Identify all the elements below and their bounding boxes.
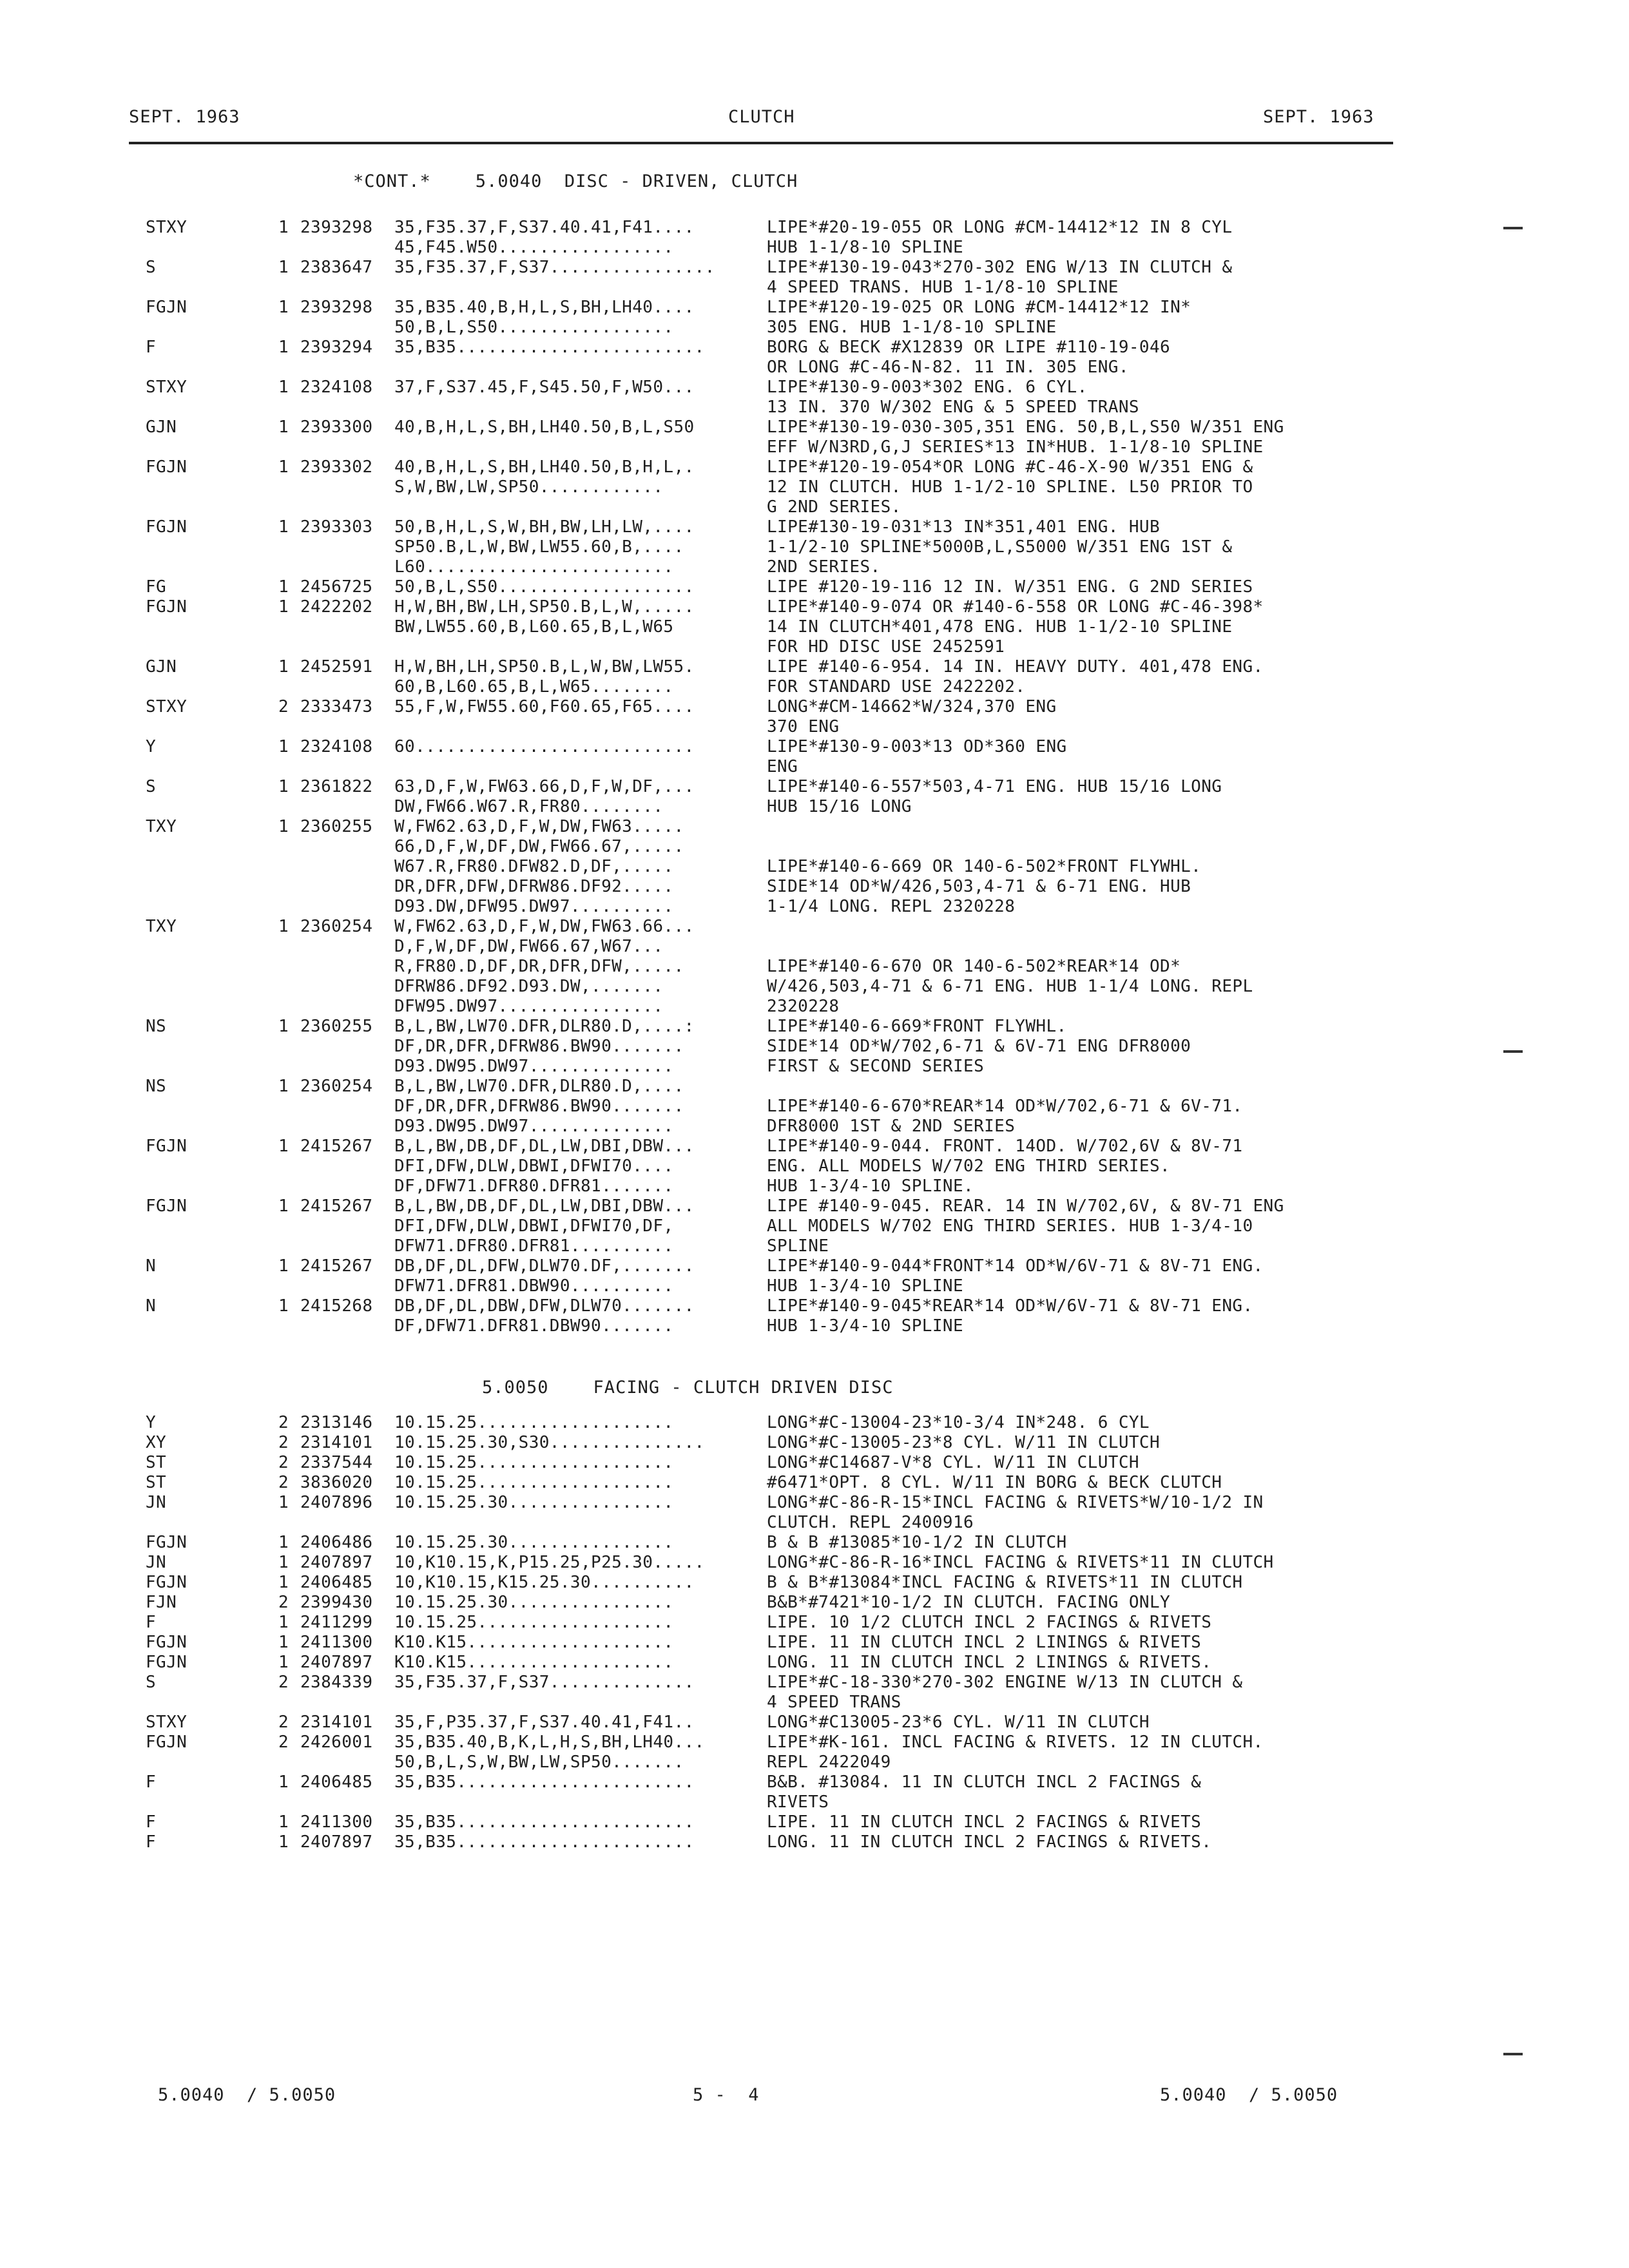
application-line: 60,B,L60.65,B,L,W65........ (394, 677, 674, 697)
quantity: 1 (278, 1256, 289, 1276)
description-line: LONG. 11 IN CLUTCH INCL 2 FACINGS & RIVETS. (767, 1832, 1212, 1852)
description-line: LIPE. 11 IN CLUTCH INCL 2 LININGS & RIVETS (767, 1633, 1202, 1652)
part-number: 2393294 (300, 338, 373, 357)
part-number: 2422202 (300, 597, 373, 617)
application-line: DF,DR,DFR,DFRW86.BW90....... (394, 1097, 684, 1116)
quantity: 1 (278, 418, 289, 437)
description-line: 14 IN CLUTCH*401,478 ENG. HUB 1-1/2-10 SPLINE (767, 617, 1233, 637)
part-number: 2384339 (300, 1673, 373, 1692)
description-line: B&B*#7421*10-1/2 IN CLUTCH. FACING ONLY (767, 1593, 1171, 1612)
description-line: LIPE #140-6-954. 14 IN. HEAVY DUTY. 401,478 ENG. (767, 657, 1264, 677)
description-line: 1-1/4 LONG. REPL 2320228 (767, 897, 1016, 916)
part-number: 2360255 (300, 1017, 373, 1036)
vehicle-code: FGJN (146, 597, 188, 617)
quantity: 2 (278, 1473, 289, 1492)
part-number: 2337544 (300, 1453, 373, 1472)
application-line: D,F,W,DF,DW,FW66.67,W67... (394, 937, 664, 956)
part-number: 2406485 (300, 1573, 373, 1592)
part-number: 2393300 (300, 418, 373, 437)
description-line: HUB 1-3/4-10 SPLINE. (767, 1177, 974, 1196)
vehicle-code: STXY (146, 378, 188, 397)
description-line: LIPE*#20-19-055 OR LONG #CM-14412*12 IN 8 CYL (767, 218, 1233, 237)
quantity: 2 (278, 1453, 289, 1472)
application-line: 50,B,L,S50................. (394, 318, 674, 337)
description-line: EFF W/N3RD,G,J SERIES*13 IN*HUB. 1-1/8-10 SPLINE (767, 437, 1264, 457)
application-line: B,L,BW,DB,DF,DL,LW,DBI,DBW... (394, 1196, 695, 1216)
part-number: 2411300 (300, 1633, 373, 1652)
vehicle-code: GJN (146, 418, 177, 437)
application-line: 60........................... (394, 737, 695, 756)
quantity: 2 (278, 1413, 289, 1432)
vehicle-code: ST (146, 1473, 167, 1492)
quantity: 1 (278, 218, 289, 237)
quantity: 1 (278, 1633, 289, 1652)
quantity: 1 (278, 1832, 289, 1852)
description-line: G 2ND SERIES. (767, 497, 901, 517)
part-number: 2360254 (300, 917, 373, 936)
part-number: 2393302 (300, 457, 373, 477)
part-number: 2314101 (300, 1713, 373, 1732)
application-line: DB,DF,DL,DFW,DLW70.DF,....... (394, 1256, 695, 1276)
application-line: 50,B,H,L,S,W,BH,BW,LH,LW,.... (394, 517, 695, 537)
application-line: 10.15.25................... (394, 1473, 674, 1492)
application-line: W67.R,FR80.DFW82.D,DF,..... (394, 857, 674, 876)
description-line: #6471*OPT. 8 CYL. W/11 IN BORG & BECK CLUTCH (767, 1473, 1222, 1492)
vehicle-code: N (146, 1256, 157, 1276)
description-line: DFR8000 1ST & 2ND SERIES (767, 1117, 1016, 1136)
header-date-right: SEPT. 1963 (1263, 107, 1374, 127)
quantity: 2 (278, 1733, 289, 1752)
description-line: LIPE*#140-9-044. FRONT. 14OD. W/702,6V & 8V-71 (767, 1137, 1243, 1156)
description-line: SIDE*14 OD*W/426,503,4-71 & 6-71 ENG. HUB (767, 877, 1191, 896)
description-line: 13 IN. 370 W/302 ENG & 5 SPEED TRANS (767, 398, 1139, 417)
part-number: 2406485 (300, 1773, 373, 1792)
part-number: 2393298 (300, 298, 373, 317)
margin-mark (1503, 227, 1523, 229)
application-line: 50,B,L,S,W,BW,LW,SP50....... (394, 1753, 684, 1772)
application-line: D93.DW95.DW97.............. (394, 1117, 674, 1136)
quantity: 1 (278, 1077, 289, 1096)
part-number: 2415268 (300, 1296, 373, 1316)
vehicle-code: S (146, 258, 157, 277)
application-line: DFRW86.DF92.D93.DW,....... (394, 977, 664, 996)
description-line: FOR HD DISC USE 2452591 (767, 637, 1005, 657)
description-line: LIPE*#130-9-003*302 ENG. 6 CYL. (767, 378, 1088, 397)
vehicle-code: JN (146, 1553, 167, 1572)
vehicle-code: FGJN (146, 298, 188, 317)
application-line: DFI,DFW,DLW,DBWI,DFWI70,DF, (394, 1216, 674, 1236)
header-title: CLUTCH (728, 107, 795, 127)
description-line: HUB 15/16 LONG (767, 797, 912, 816)
vehicle-code: N (146, 1296, 157, 1316)
vehicle-code: FGJN (146, 1533, 188, 1552)
application-line: 10.15.25.30................ (394, 1533, 674, 1552)
application-line: 45,F45.W50................. (394, 238, 674, 257)
description-line: 12 IN CLUTCH. HUB 1-1/2-10 SPLINE. L50 PRIOR TO (767, 477, 1253, 497)
part-number: 2415267 (300, 1256, 373, 1276)
application-line: SP50.B,L,W,BW,LW55.60,B,.... (394, 537, 684, 557)
vehicle-code: TXY (146, 817, 177, 836)
quantity: 1 (278, 378, 289, 397)
description-line: LONG*#C-86-R-16*INCL FACING & RIVETS*11 IN CLUTCH (767, 1553, 1274, 1572)
vehicle-code: ST (146, 1453, 167, 1472)
description-line: RIVETS (767, 1792, 829, 1812)
description-line: B & B*#13084*INCL FACING & RIVETS*11 IN CLUTCH (767, 1573, 1243, 1592)
application-line: 40,B,H,L,S,BH,LH40.50,B,L,S50 (394, 418, 695, 437)
description-line: ENG. ALL MODELS W/702 ENG THIRD SERIES. (767, 1157, 1171, 1176)
application-line: B,L,BW,DB,DF,DL,LW,DBI,DBW... (394, 1137, 695, 1156)
application-line: H,W,BH,BW,LH,SP50.B,L,W,..... (394, 597, 695, 617)
vehicle-code: FGJN (146, 457, 188, 477)
section-title-facing: 5.0050 FACING - CLUTCH DRIVEN DISC (482, 1378, 894, 1398)
description-line: LIPE*#140-9-044*FRONT*14 OD*W/6V-71 & 8V-71 ENG. (767, 1256, 1264, 1276)
description-line: LIPE*#140-6-670*REAR*14 OD*W/702,6-71 & 6V-71. (767, 1097, 1243, 1116)
part-number: 2452591 (300, 657, 373, 677)
description-line: HUB 1-1/8-10 SPLINE (767, 238, 964, 257)
description-line: W/426,503,4-71 & 6-71 ENG. HUB 1-1/4 LONG. REPL (767, 977, 1253, 996)
description-line: LIPE#130-19-031*13 IN*351,401 ENG. HUB (767, 517, 1161, 537)
vehicle-code: JN (146, 1493, 167, 1512)
quantity: 1 (278, 457, 289, 477)
quantity: 1 (278, 517, 289, 537)
vehicle-code: F (146, 1613, 157, 1632)
quantity: 1 (278, 817, 289, 836)
application-line: 10.15.25................... (394, 1613, 674, 1632)
application-line: 10.15.25.30................ (394, 1593, 674, 1612)
margin-mark (1503, 1050, 1523, 1053)
description-line: LIPE*#140-6-670 OR 140-6-502*REAR*14 OD* (767, 957, 1181, 976)
footer-section-right: 5.0040 / 5.0050 (1160, 2085, 1338, 2105)
description-line: ALL MODELS W/702 ENG THIRD SERIES. HUB 1-3/4-10 (767, 1216, 1253, 1236)
part-number: 2383647 (300, 258, 373, 277)
quantity: 1 (278, 1137, 289, 1156)
vehicle-code: STXY (146, 1713, 188, 1732)
description-line: FOR STANDARD USE 2422202. (767, 677, 1026, 697)
application-line: K10.K15.................... (394, 1633, 674, 1652)
part-number: 2407897 (300, 1832, 373, 1852)
application-line: DB,DF,DL,DBW,DFW,DLW70....... (394, 1296, 695, 1316)
part-number: 2411299 (300, 1613, 373, 1632)
application-line: DFW71.DFR81.DBW90.......... (394, 1276, 674, 1296)
application-line: R,FR80.D,DF,DR,DFR,DFW,..... (394, 957, 684, 976)
application-line: 35,B35....................... (394, 1812, 695, 1832)
quantity: 2 (278, 1433, 289, 1452)
description-line: 4 SPEED TRANS. HUB 1-1/8-10 SPLINE (767, 278, 1119, 297)
vehicle-code: TXY (146, 917, 177, 936)
description-line: LIPE*#120-19-054*OR LONG #C-46-X-90 W/351 ENG & (767, 457, 1253, 477)
vehicle-code: FGJN (146, 517, 188, 537)
application-line: 10,K10.15,K,P15.25,P25.30..... (394, 1553, 705, 1572)
part-number: 2426001 (300, 1733, 373, 1752)
footer-page-number: 5 - 4 (693, 2085, 760, 2105)
application-line: 35,F,P35.37,F,S37.40.41,F41.. (394, 1713, 695, 1732)
description-line: LONG*#C-86-R-15*INCL FACING & RIVETS*W/10-1/2 IN (767, 1493, 1264, 1512)
vehicle-code: STXY (146, 697, 188, 716)
part-number: 2407896 (300, 1493, 373, 1512)
vehicle-code: STXY (146, 218, 188, 237)
quantity: 1 (278, 1017, 289, 1036)
header-date-left: SEPT. 1963 (129, 107, 240, 127)
vehicle-code: FGJN (146, 1196, 188, 1216)
application-line: W,FW62.63,D,F,W,DW,FW63.66... (394, 917, 695, 936)
description-line: CLUTCH. REPL 2400916 (767, 1513, 974, 1532)
vehicle-code: FGJN (146, 1633, 188, 1652)
description-line: B & B #13085*10-1/2 IN CLUTCH (767, 1533, 1067, 1552)
section-title-disc: *CONT.* 5.0040 DISC - DRIVEN, CLUTCH (353, 171, 798, 191)
description-line: LIPE*#K-161. INCL FACING & RIVETS. 12 IN CLUTCH. (767, 1733, 1264, 1752)
description-line: REPL 2422049 (767, 1753, 891, 1772)
description-line: LONG*#C14687-V*8 CYL. W/11 IN CLUTCH (767, 1453, 1139, 1472)
application-line: DFI,DFW,DLW,DBWI,DFWI70.... (394, 1157, 674, 1176)
part-number: 2456725 (300, 577, 373, 597)
quantity: 1 (278, 338, 289, 357)
description-line: SPLINE (767, 1236, 829, 1256)
quantity: 1 (278, 1573, 289, 1592)
description-line: LONG*#CM-14662*W/324,370 ENG (767, 697, 1057, 716)
vehicle-code: FGJN (146, 1653, 188, 1672)
application-line: 66,D,F,W,DF,DW,FW66.67,..... (394, 837, 684, 856)
description-line: LIPE*#120-19-025 OR LONG #CM-14412*12 IN* (767, 298, 1191, 317)
application-line: B,L,BW,LW70.DFR,DLR80.D,....: (394, 1017, 695, 1036)
application-line: K10.K15.................... (394, 1653, 674, 1672)
description-line: LIPE. 10 1/2 CLUTCH INCL 2 FACINGS & RIVETS (767, 1613, 1212, 1632)
vehicle-code: FJN (146, 1593, 177, 1612)
header-rule (129, 142, 1393, 144)
application-line: 10,K10.15,K15.25.30.......... (394, 1573, 695, 1592)
quantity: 1 (278, 1773, 289, 1792)
description-line: SIDE*14 OD*W/702,6-71 & 6V-71 ENG DFR8000 (767, 1037, 1191, 1056)
application-line: S,W,BW,LW,SP50............ (394, 477, 664, 497)
application-line: W,FW62.63,D,F,W,DW,FW63..... (394, 817, 684, 836)
quantity: 1 (278, 258, 289, 277)
quantity: 1 (278, 1653, 289, 1672)
application-line: D93.DW,DFW95.DW97.......... (394, 897, 674, 916)
vehicle-code: S (146, 777, 157, 796)
application-line: B,L,BW,LW70.DFR,DLR80.D,.... (394, 1077, 684, 1096)
part-number: 2393298 (300, 218, 373, 237)
description-line: LIPE*#140-9-074 OR #140-6-558 OR LONG #C-46-398* (767, 597, 1264, 617)
part-number: 2314101 (300, 1433, 373, 1452)
footer-section-left: 5.0040 / 5.0050 (158, 2085, 336, 2105)
application-line: L60........................ (394, 557, 674, 577)
application-line: DF,DR,DFR,DFRW86.BW90....... (394, 1037, 684, 1056)
description-line: LIPE*#140-9-045*REAR*14 OD*W/6V-71 & 8V-71 ENG. (767, 1296, 1253, 1316)
vehicle-code: FG (146, 577, 167, 597)
application-line: 10.15.25................... (394, 1453, 674, 1472)
description-line: 1-1/2-10 SPLINE*5000B,L,S5000 W/351 ENG 1ST & (767, 537, 1233, 557)
description-line: 305 ENG. HUB 1-1/8-10 SPLINE (767, 318, 1057, 337)
quantity: 1 (278, 577, 289, 597)
application-line: 40,B,H,L,S,BH,LH40.50,B,H,L,. (394, 457, 695, 477)
part-number: 2324108 (300, 378, 373, 397)
application-line: DR,DFR,DFW,DFRW86.DF92..... (394, 877, 674, 896)
application-line: D93.DW95.DW97.............. (394, 1057, 674, 1076)
description-line: LONG*#C13005-23*6 CYL. W/11 IN CLUTCH (767, 1713, 1150, 1732)
application-line: 35,B35.40,B,H,L,S,BH,LH40.... (394, 298, 695, 317)
quantity: 1 (278, 1533, 289, 1552)
part-number: 2411300 (300, 1812, 373, 1832)
part-number: 2360254 (300, 1077, 373, 1096)
application-line: 35,F35.37,F,S37.............. (394, 1673, 695, 1692)
quantity: 1 (278, 597, 289, 617)
quantity: 1 (278, 737, 289, 756)
description-line: LIPE*#140-6-669 OR 140-6-502*FRONT FLYWHL. (767, 857, 1202, 876)
description-line: 370 ENG (767, 717, 840, 736)
description-line: LIPE*#130-19-030-305,351 ENG. 50,B,L,S50 W/351 ENG (767, 418, 1284, 437)
quantity: 1 (278, 1553, 289, 1572)
description-line: FIRST & SECOND SERIES (767, 1057, 985, 1076)
quantity: 1 (278, 1296, 289, 1316)
application-line: 35,B35....................... (394, 1832, 695, 1852)
application-line: 10.15.25.30,S30............... (394, 1433, 705, 1452)
vehicle-code: GJN (146, 657, 177, 677)
part-number: 2407897 (300, 1653, 373, 1672)
description-line: LONG*#C-13004-23*10-3/4 IN*248. 6 CYL (767, 1413, 1150, 1432)
vehicle-code: S (146, 1673, 157, 1692)
description-line: OR LONG #C-46-N-82. 11 IN. 305 ENG. (767, 358, 1129, 377)
vehicle-code: FGJN (146, 1573, 188, 1592)
description-line: LONG. 11 IN CLUTCH INCL 2 LININGS & RIVETS. (767, 1653, 1212, 1672)
part-number: 2324108 (300, 737, 373, 756)
part-number: 2406486 (300, 1533, 373, 1552)
part-number: 3836020 (300, 1473, 373, 1492)
part-number: 2361822 (300, 777, 373, 796)
quantity: 2 (278, 1673, 289, 1692)
quantity: 1 (278, 1812, 289, 1832)
margin-mark (1503, 2053, 1523, 2055)
quantity: 1 (278, 917, 289, 936)
application-line: DF,DFW71.DFR81.DBW90....... (394, 1316, 674, 1336)
description-line: 4 SPEED TRANS (767, 1693, 901, 1712)
description-line: HUB 1-3/4-10 SPLINE (767, 1276, 964, 1296)
application-line: 35,B35........................ (394, 338, 705, 357)
quantity: 1 (278, 657, 289, 677)
description-line: ENG (767, 757, 798, 776)
description-line: LIPE #120-19-116 12 IN. W/351 ENG. G 2ND SERIES (767, 577, 1253, 597)
vehicle-code: F (146, 338, 157, 357)
application-line: 55,F,W,FW55.60,F60.65,F65.... (394, 697, 695, 716)
application-line: 35,F35.37,F,S37................ (394, 258, 715, 277)
quantity: 1 (278, 777, 289, 796)
vehicle-code: XY (146, 1433, 167, 1452)
quantity: 1 (278, 1196, 289, 1216)
description-line: LIPE*#140-6-557*503,4-71 ENG. HUB 15/16 LONG (767, 777, 1222, 796)
application-line: DW,FW66.W67.R,FR80........ (394, 797, 664, 816)
part-number: 2407897 (300, 1553, 373, 1572)
quantity: 2 (278, 697, 289, 716)
application-line: 10.15.25................... (394, 1413, 674, 1432)
part-number: 2415267 (300, 1196, 373, 1216)
vehicle-code: NS (146, 1077, 167, 1096)
vehicle-code: F (146, 1812, 157, 1832)
part-number: 2313146 (300, 1413, 373, 1432)
description-line: LIPE*#140-6-669*FRONT FLYWHL. (767, 1017, 1067, 1036)
application-line: 35,F35.37,F,S37.40.41,F41.... (394, 218, 695, 237)
application-line: 35,B35.40,B,K,L,H,S,BH,LH40... (394, 1733, 705, 1752)
description-line: BORG & BECK #X12839 OR LIPE #110-19-046 (767, 338, 1171, 357)
quantity: 1 (278, 298, 289, 317)
description-line: B&B. #13084. 11 IN CLUTCH INCL 2 FACINGS & (767, 1773, 1202, 1792)
description-line: LIPE*#130-19-043*270-302 ENG W/13 IN CLUTCH & (767, 258, 1233, 277)
application-line: 37,F,S37.45,F,S45.50,F,W50... (394, 378, 695, 397)
description-line: LIPE*#C-18-330*270-302 ENGINE W/13 IN CLUTCH & (767, 1673, 1243, 1692)
vehicle-code: NS (146, 1017, 167, 1036)
vehicle-code: FGJN (146, 1137, 188, 1156)
quantity: 1 (278, 1493, 289, 1512)
application-line: DF,DFW71.DFR80.DFR81....... (394, 1177, 674, 1196)
vehicle-code: F (146, 1832, 157, 1852)
application-line: DFW95.DW97................ (394, 997, 664, 1016)
vehicle-code: Y (146, 737, 157, 756)
part-number: 2399430 (300, 1593, 373, 1612)
part-number: 2360255 (300, 817, 373, 836)
description-line: HUB 1-3/4-10 SPLINE (767, 1316, 964, 1336)
vehicle-code: Y (146, 1413, 157, 1432)
description-line: LIPE #140-9-045. REAR. 14 IN W/702,6V, & 8V-71 ENG (767, 1196, 1284, 1216)
vehicle-code: F (146, 1773, 157, 1792)
application-line: 50,B,L,S50................... (394, 577, 695, 597)
description-line: LONG*#C-13005-23*8 CYL. W/11 IN CLUTCH (767, 1433, 1161, 1452)
part-number: 2415267 (300, 1137, 373, 1156)
description-line: LIPE. 11 IN CLUTCH INCL 2 FACINGS & RIVETS (767, 1812, 1202, 1832)
application-line: 35,B35....................... (394, 1773, 695, 1792)
part-number: 2393303 (300, 517, 373, 537)
description-line: 2ND SERIES. (767, 557, 881, 577)
quantity: 1 (278, 1613, 289, 1632)
part-number: 2333473 (300, 697, 373, 716)
application-line: 10.15.25.30................ (394, 1493, 674, 1512)
vehicle-code: FGJN (146, 1733, 188, 1752)
application-line: H,W,BH,LH,SP50.B,L,W,BW,LW55. (394, 657, 695, 677)
description-line: LIPE*#130-9-003*13 OD*360 ENG (767, 737, 1067, 756)
description-line: 2320228 (767, 997, 840, 1016)
quantity: 2 (278, 1713, 289, 1732)
quantity: 2 (278, 1593, 289, 1612)
application-line: 63,D,F,W,FW63.66,D,F,W,DF,... (394, 777, 695, 796)
application-line: BW,LW55.60,B,L60.65,B,L,W65 (394, 617, 674, 637)
application-line: DFW71.DFR80.DFR81.......... (394, 1236, 674, 1256)
